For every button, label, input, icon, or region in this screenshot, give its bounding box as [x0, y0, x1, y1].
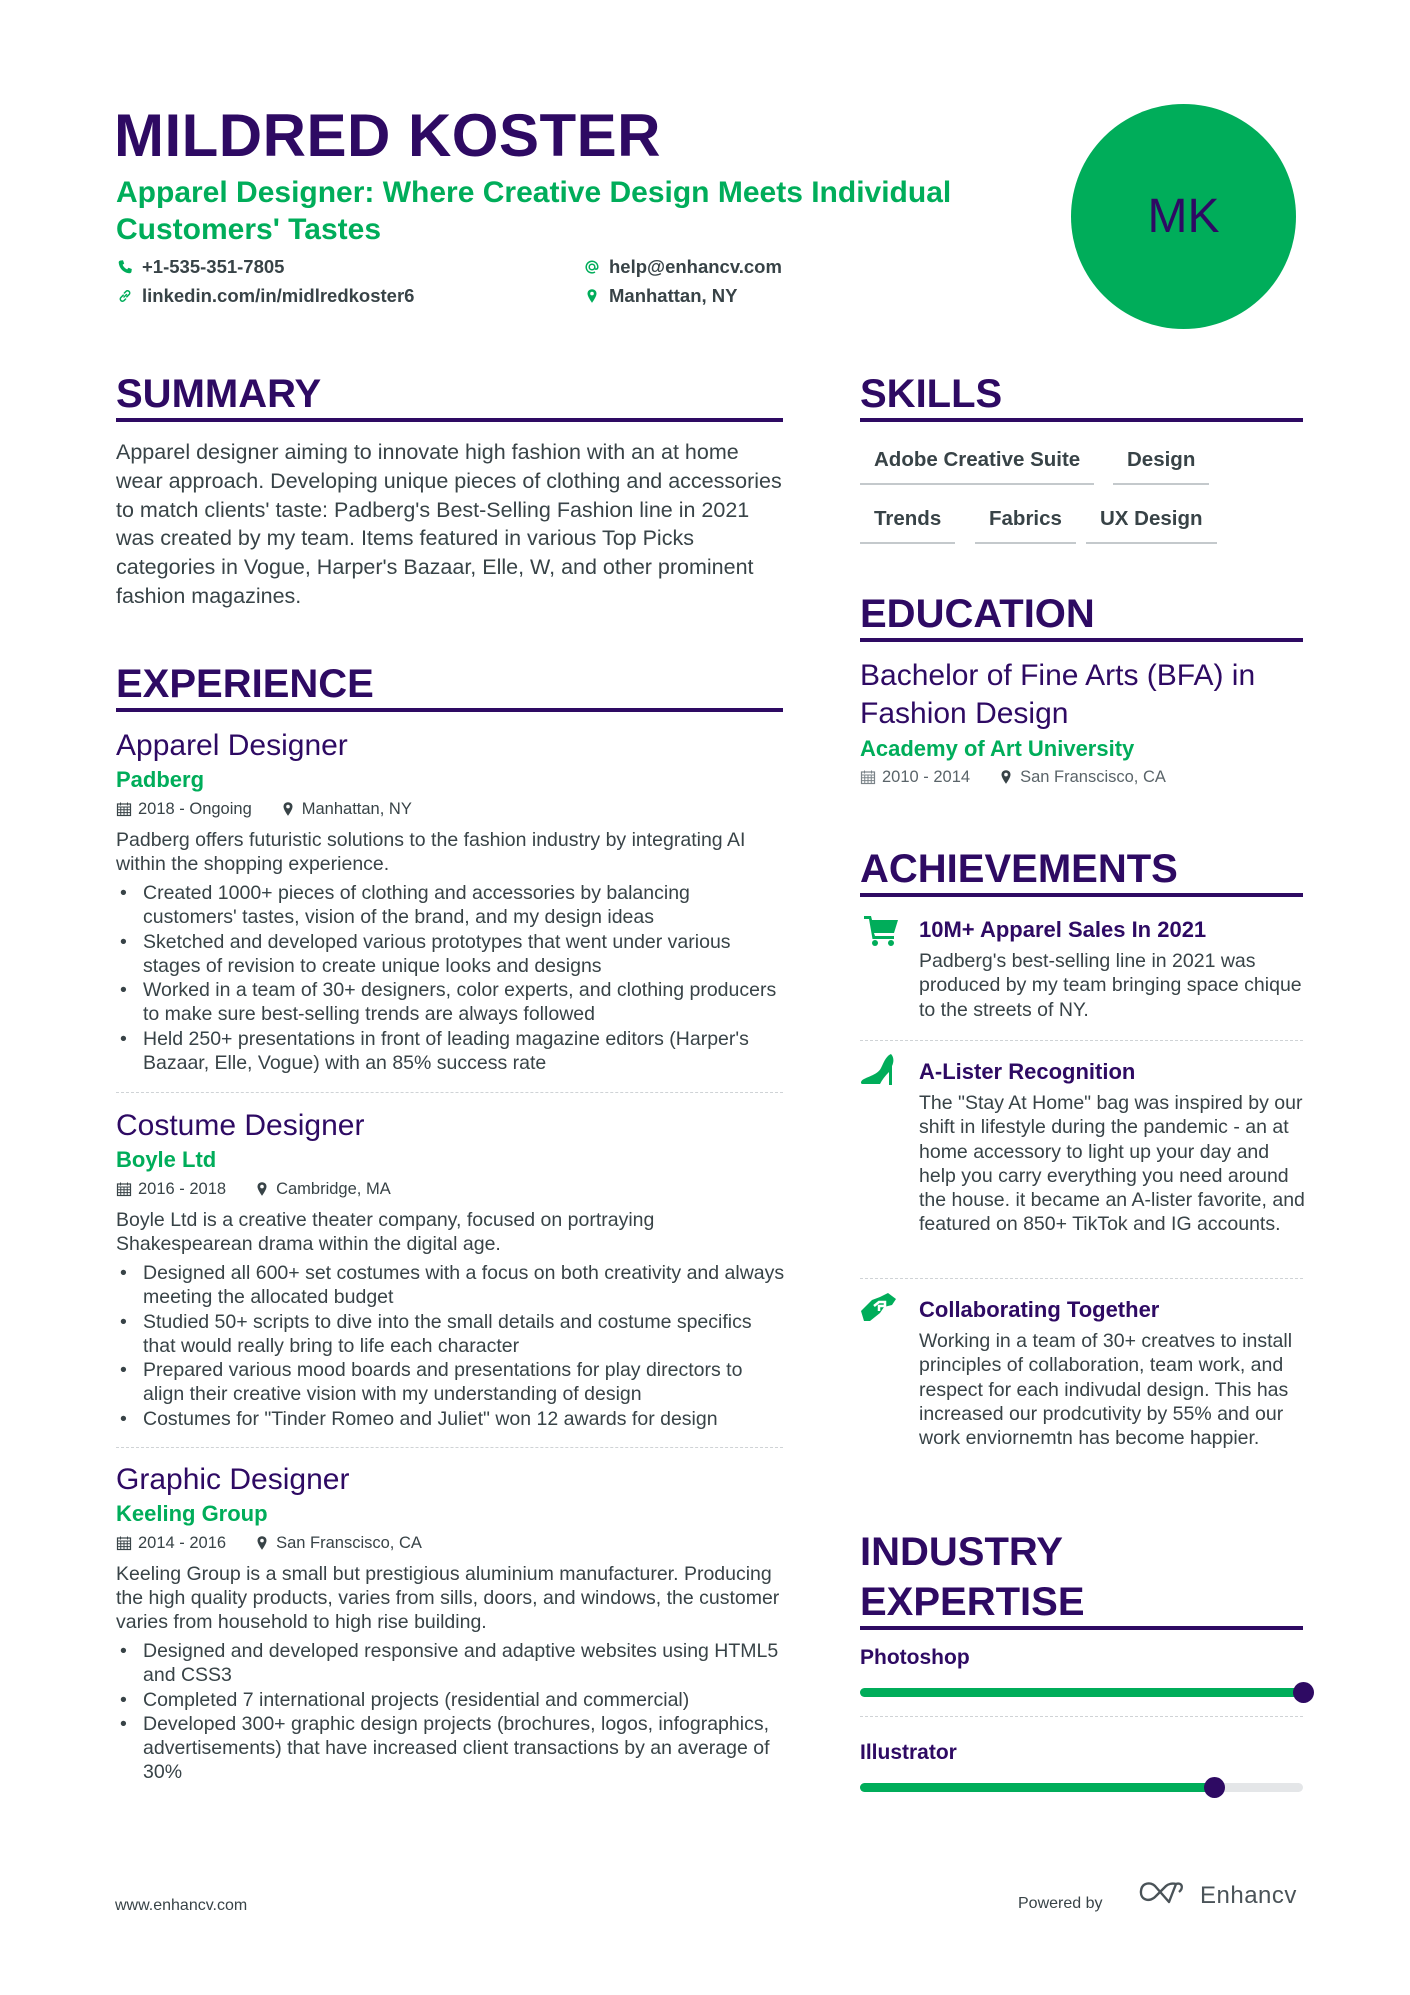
brand-name: Enhancv	[1200, 1881, 1297, 1909]
experience-divider	[116, 708, 783, 712]
achievements-divider	[860, 893, 1303, 897]
location-icon	[280, 801, 296, 817]
job-location: San Franscisco, CA	[276, 1534, 422, 1552]
footer-website[interactable]: www.enhancv.com	[115, 1897, 248, 1914]
achievement-description: Working in a team of 30+ creatves to install principles of collaboration, team work, and respect for each indivudal design. This has increased our prodcutivity by 55% and our work enviornemtn has become happier.	[919, 1330, 1293, 1450]
bullet: • Studied 50+ scripts to dive into the small details and costume specifics that would really bring to life each character	[116, 1310, 786, 1359]
expertise-label: Photoshop	[860, 1646, 970, 1669]
skills-divider	[860, 418, 1303, 422]
company-name: Boyle Ltd	[116, 1147, 217, 1172]
achievements-heading: ACHIEVEMENTS	[860, 847, 1178, 891]
experience-entry	[116, 728, 786, 1075]
shopping-cart-icon	[861, 911, 901, 951]
achievement-item	[919, 1296, 1309, 1450]
job-meta	[116, 798, 786, 820]
phone-text: +1-535-351-7805	[142, 256, 285, 277]
education-location: San Franscisco, CA	[1020, 768, 1166, 786]
achievement-title: Collaborating Together	[919, 1297, 1160, 1322]
location-icon	[583, 287, 601, 305]
skill-tag: Adobe Creative Suite	[860, 447, 1094, 485]
avatar	[1071, 104, 1296, 329]
job-location: Cambridge, MA	[276, 1180, 391, 1198]
job-dates: 2014 - 2016	[138, 1534, 227, 1552]
expertise-heading-line1: INDUSTRY	[860, 1530, 1063, 1574]
education-meta	[860, 766, 1303, 788]
contact-email[interactable]	[583, 255, 782, 279]
expertise-divider	[860, 1626, 1303, 1630]
handshake-icon	[858, 1288, 898, 1328]
expertise-separator	[860, 1716, 1303, 1717]
job-description: Keeling Group is a small but prestigious aluminium manufacturer. Producing the high quality products, varies from sills, doors, and windows, the customer varies from household to high rise building.	[116, 1563, 780, 1633]
job-dates: 2018 - Ongoing	[138, 800, 252, 818]
expertise-heading-line2: EXPERTISE	[860, 1580, 1085, 1624]
job-bullets	[116, 881, 786, 1075]
skill-tag: UX Design	[1086, 506, 1217, 544]
summary-divider	[116, 418, 783, 422]
high-heel-icon	[858, 1050, 898, 1090]
expertise-bar-photoshop	[860, 1688, 1303, 1697]
bar-fill	[860, 1783, 1214, 1792]
bullet: • Costumes for "Tinder Romeo and Juliet" won 12 awards for design	[116, 1407, 786, 1431]
job-title: Graphic Designer	[116, 1463, 350, 1496]
achievement-item	[919, 916, 1309, 1022]
entry-separator	[116, 1092, 783, 1093]
link-icon	[116, 287, 134, 305]
skill-tag: Trends	[860, 506, 955, 544]
enhancv-logo-icon	[1138, 1880, 1186, 1911]
skill-tag: Fabrics	[975, 506, 1076, 544]
company-name: Keeling Group	[116, 1501, 268, 1526]
location-icon	[998, 769, 1014, 785]
candidate-name: MILDRED KOSTER	[114, 102, 661, 169]
contact-phone[interactable]	[116, 255, 284, 279]
school-name: Academy of Art University	[860, 736, 1135, 761]
job-meta	[116, 1532, 786, 1554]
bullet: • Developed 300+ graphic design projects (brochures, logos, infographics, advertisements) that have increased client transactions by an average of 30%	[116, 1712, 786, 1785]
job-title: Apparel Designer	[116, 729, 348, 762]
linkedin-text: linkedin.com/in/midlredkoster6	[142, 285, 415, 306]
contact-linkedin[interactable]	[116, 284, 414, 308]
education-entry	[860, 657, 1303, 788]
calendar-icon	[116, 1535, 132, 1551]
education-divider	[860, 638, 1303, 642]
achievement-item	[919, 1058, 1309, 1237]
achievement-title: A-Lister Recognition	[919, 1059, 1136, 1084]
job-meta	[116, 1178, 786, 1200]
skills-heading: SKILLS	[860, 372, 1003, 416]
calendar-icon	[860, 769, 876, 785]
summary-heading: SUMMARY	[116, 372, 322, 416]
bullet: • Designed all 600+ set costumes with a focus on both creativity and always meeting the allocated budget	[116, 1261, 786, 1310]
bullet: • Worked in a team of 30+ designers, color experts, and clothing producers to make sure best-selling trends are always followed	[116, 978, 786, 1027]
bar-knob	[1204, 1777, 1225, 1798]
job-dates: 2016 - 2018	[138, 1180, 227, 1198]
bullet: • Completed 7 international projects (residential and commercial)	[116, 1688, 786, 1712]
brand-logo[interactable]	[1138, 1880, 1297, 1911]
job-description: Boyle Ltd is a creative theater company, focused on portraying Shakespearean drama within the digital age.	[116, 1209, 655, 1255]
experience-heading: EXPERIENCE	[116, 662, 374, 706]
headline: Apparel Designer: Where Creative Design Meets Individual Customers' Tastes	[116, 176, 952, 246]
bullet: • Held 250+ presentations in front of leading magazine editors (Harper's Bazaar, Elle, Vogue) with an 85% success rate	[116, 1027, 786, 1076]
calendar-icon	[116, 801, 132, 817]
job-title: Costume Designer	[116, 1109, 365, 1142]
bar-knob	[1293, 1682, 1314, 1703]
location-icon	[254, 1535, 270, 1551]
bar-fill	[860, 1688, 1303, 1697]
contact-location	[583, 284, 737, 308]
bullet: • Sketched and developed various prototypes that went under various stages of revision to create unique looks and designs	[116, 930, 786, 979]
summary-text: Apparel designer aiming to innovate high fashion with an at home wear approach. Developing unique pieces of clothing and accessories to match clients' taste: Padberg's Best-Selling Fashion line in 2021 was created by my team. Items featured in various Top Picks categories in Vogue, Harper's Bazaar, Elle, W, and other prominent fashion magazines.	[116, 440, 782, 608]
achievement-description: The "Stay At Home" bag was inspired by our shift in lifestyle during the pandemic - an at home accessory to light up your day and help you carry everything you need around the house. it became an A-lister favorite, and featured on 850+ TikTok and IG accounts.	[919, 1092, 1305, 1236]
powered-by-label: Powered by	[1018, 1895, 1103, 1912]
phone-icon	[116, 258, 134, 276]
bullet: • Created 1000+ pieces of clothing and accessories by balancing customers' tastes, vision of the brand, and my design ideas	[116, 881, 786, 930]
at-icon	[583, 258, 601, 276]
education-dates: 2010 - 2014	[882, 768, 971, 786]
company-name: Padberg	[116, 767, 205, 792]
job-location: Manhattan, NY	[301, 800, 412, 818]
entry-separator	[116, 1447, 783, 1448]
achievement-title: 10M+ Apparel Sales In 2021	[919, 917, 1207, 942]
achievement-separator	[860, 1278, 1303, 1279]
job-description: Padberg offers futuristic solutions to the fashion industry by integrating AI within the shopping experience.	[116, 829, 746, 875]
avatar-initials: MK	[1147, 190, 1220, 243]
job-bullets	[116, 1639, 786, 1785]
experience-entry	[116, 1108, 786, 1431]
bullet: • Designed and developed responsive and adaptive websites using HTML5 and CSS3	[116, 1639, 786, 1688]
expertise-label: Illustrator	[860, 1741, 957, 1764]
achievement-description: Padberg's best-selling line in 2021 was produced by my team bringing space chique to the streets of NY.	[919, 950, 1302, 1021]
experience-entry	[116, 1462, 786, 1785]
education-heading: EDUCATION	[860, 592, 1095, 636]
achievement-separator	[860, 1040, 1303, 1041]
job-bullets	[116, 1261, 786, 1431]
bullet: • Prepared various mood boards and presentations for play directors to align their creative vision with my understanding of design	[116, 1358, 786, 1407]
calendar-icon	[116, 1181, 132, 1197]
skill-tag: Design	[1113, 447, 1209, 485]
degree-title: Bachelor of Fine Arts (BFA) in Fashion Design	[860, 659, 1256, 730]
location-icon	[254, 1181, 270, 1197]
location-text: Manhattan, NY	[609, 285, 738, 306]
expertise-bar-illustrator	[860, 1783, 1303, 1792]
email-text: help@enhancv.com	[609, 256, 782, 277]
